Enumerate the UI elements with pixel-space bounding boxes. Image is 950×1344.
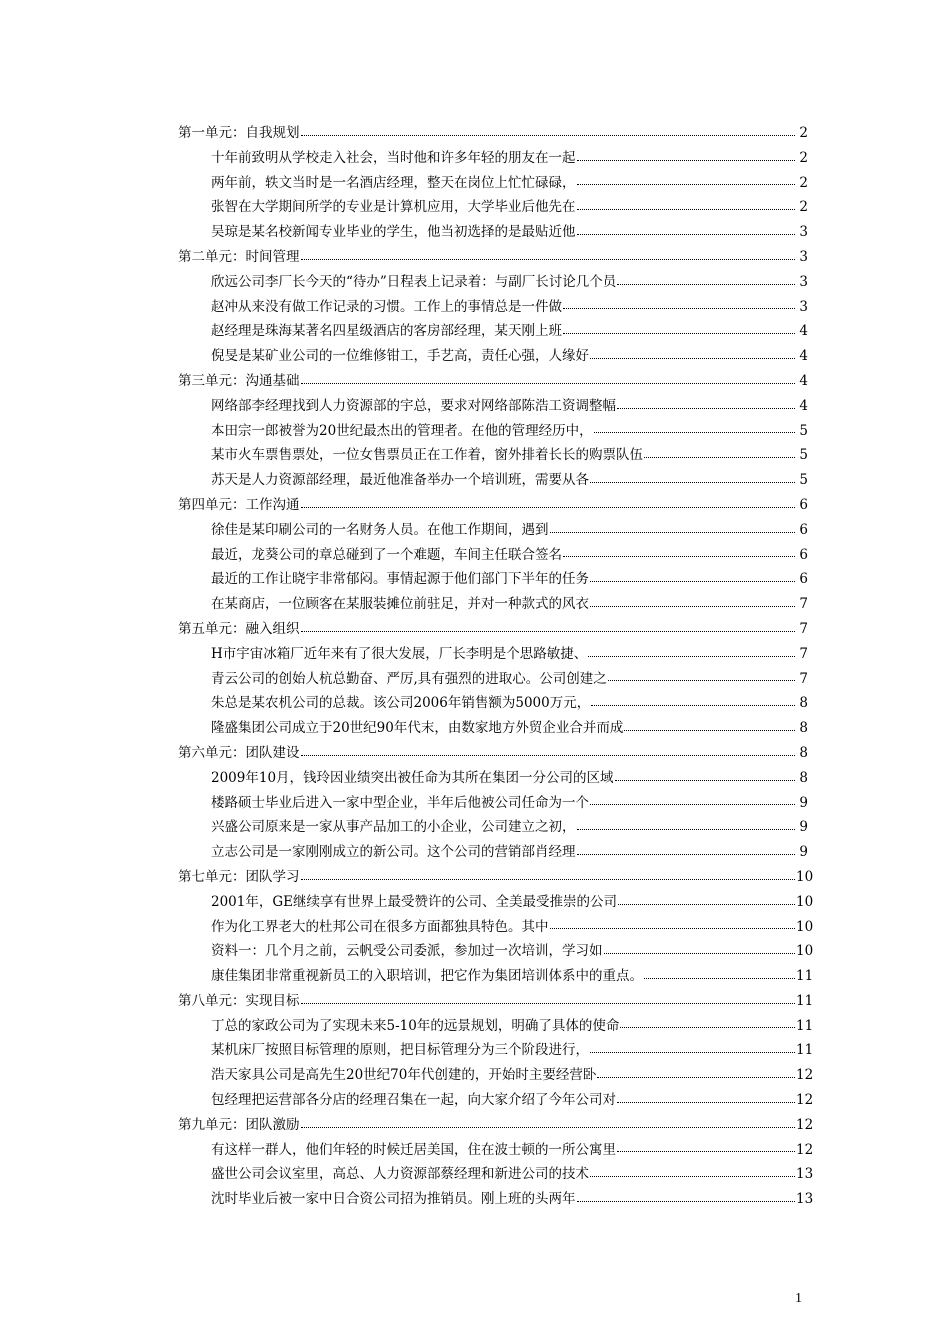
toc-entry-title: 康佳集团非常重视新员工的入职培训，把它作为集团培训体系中的重点。 <box>211 968 643 985</box>
toc-entry-title: 某市火车票售票处，一位女售票员正在工作着，窗外排着长长的购票队伍 <box>211 447 643 464</box>
toc-entry[interactable] <box>178 691 808 716</box>
toc-entry-title: 十年前致明从学校走入社会，当时他和许多年轻的朋友在一起 <box>211 149 576 166</box>
toc-entry[interactable] <box>178 1162 814 1187</box>
dot-leader <box>590 1051 795 1053</box>
toc-page-number: 6 <box>799 521 808 538</box>
toc-page-number: 8 <box>799 720 808 737</box>
toc-entry[interactable] <box>178 964 814 989</box>
toc-entry-title: 青云公司的创始人杭总勤奋、严厉,具有强烈的进取心。公司创建之 <box>211 670 607 687</box>
dot-leader <box>608 679 795 681</box>
toc-page-number: 4 <box>799 348 808 365</box>
toc-page-number: 8 <box>799 769 808 786</box>
toc-page-number: 7 <box>799 670 808 687</box>
toc-page-number: 3 <box>799 224 808 241</box>
toc-entry[interactable] <box>178 939 814 964</box>
toc-entry-title: 作为化工界老大的杜邦公司在很多方面都独具特色。其中 <box>211 918 549 935</box>
toc-unit-heading[interactable] <box>178 865 814 890</box>
toc-entry-title: 在某商店，一位顾客在某服装摊位前驻足，并对一种款式的风衣 <box>211 596 589 613</box>
toc-entry-title: 本田宗一郎被誉为20世纪最杰出的管理者。在他的管理经历中， <box>211 422 593 439</box>
toc-entry[interactable] <box>178 642 808 667</box>
toc-page-number: 3 <box>799 273 808 290</box>
dot-leader <box>301 134 796 136</box>
dot-leader <box>644 977 795 979</box>
dot-leader <box>590 1175 795 1177</box>
toc-entry[interactable] <box>178 716 808 741</box>
toc-entry-title: 第五单元：融入组织 <box>178 620 300 637</box>
toc-unit-heading[interactable] <box>178 369 808 394</box>
dot-leader <box>577 853 796 855</box>
toc-page-number: 9 <box>799 844 808 861</box>
toc-entry-title: 网络部李经理找到人力资源部的宇总，要求对网络部陈浩工资调整幅 <box>211 397 616 414</box>
dot-leader <box>617 1150 795 1152</box>
toc-unit-heading[interactable] <box>178 1113 814 1138</box>
toc-page-number: 11 <box>796 992 814 1009</box>
toc-entry[interactable] <box>178 815 808 840</box>
dot-leader <box>577 233 796 235</box>
toc-page-number: 12 <box>796 1067 814 1084</box>
toc-page-number: 3 <box>799 298 808 315</box>
toc-entry[interactable] <box>178 518 808 543</box>
toc-entry-title: 某机床厂按照目标管理的原则，把目标管理分为三个阶段进行， <box>211 1042 589 1059</box>
dot-leader <box>301 506 796 508</box>
toc-entry[interactable] <box>178 791 808 816</box>
toc-entry[interactable] <box>178 766 808 791</box>
dot-leader <box>597 1076 795 1078</box>
toc-page-number: 11 <box>796 1042 814 1059</box>
toc-entry[interactable] <box>178 543 808 568</box>
dot-leader <box>577 208 796 210</box>
dot-leader <box>301 1002 796 1004</box>
toc-entry[interactable] <box>178 1187 814 1212</box>
dot-leader <box>590 605 795 607</box>
toc-entry-title: 隆盛集团公司成立于20世纪90年代末，由数家地方外贸企业合并而成 <box>211 720 624 737</box>
toc-page-number: 4 <box>799 397 808 414</box>
toc-page-number: 8 <box>799 744 808 761</box>
toc-entry[interactable] <box>178 667 808 692</box>
toc-entry-title: 赵冲从来没有做工作记录的习惯。工作上的事情总是一件做 <box>211 298 562 315</box>
toc-unit-heading[interactable] <box>178 245 808 270</box>
toc-entry-title: 楼路硕士毕业后进入一家中型企业，半年后他被公司任命为一个 <box>211 794 589 811</box>
toc-entry-title: 资料一：几个月之前，云帆受公司委派，参加过一次培训，学习如 <box>211 943 603 960</box>
dot-leader <box>590 580 795 582</box>
toc-page-number: 3 <box>799 248 808 265</box>
dot-leader <box>624 729 795 731</box>
toc-page-number: 11 <box>796 968 814 985</box>
toc-entry-title: 第九单元：团队激励 <box>178 1116 300 1133</box>
toc-page-number: 2 <box>799 174 808 191</box>
toc-entry[interactable] <box>178 840 808 865</box>
dot-leader <box>594 431 795 433</box>
dot-leader <box>301 1126 796 1128</box>
toc-unit-heading[interactable] <box>178 741 808 766</box>
toc-entry-title: 第四单元：工作沟通 <box>178 496 300 513</box>
toc-entry-title: 浩天家具公司是高先生20世纪70年代创建的，开始时主要经营卧 <box>211 1067 597 1084</box>
toc-entry[interactable] <box>178 468 808 493</box>
dot-leader <box>591 704 795 706</box>
toc-entry-title: 倪旻是某矿业公司的一位维修钳工，手艺高，责任心强，人缘好 <box>211 348 589 365</box>
toc-entry-title: 第二单元：时间管理 <box>178 248 300 265</box>
toc-entry[interactable] <box>178 344 808 369</box>
toc-page-number: 5 <box>799 447 808 464</box>
table-of-contents <box>178 121 814 1212</box>
toc-entry[interactable] <box>178 890 814 915</box>
toc-entry[interactable] <box>178 1088 814 1113</box>
toc-entry[interactable] <box>178 1014 814 1039</box>
dot-leader <box>617 283 795 285</box>
toc-page-number: 2 <box>799 125 808 141</box>
toc-entry-title: 朱总是某农机公司的总裁。该公司2006年销售额为5000万元， <box>211 695 591 712</box>
dot-leader <box>577 828 796 830</box>
toc-entry-title: 第八单元：实现目标 <box>178 992 300 1009</box>
dot-leader <box>590 803 795 805</box>
dot-leader <box>577 159 796 161</box>
toc-page-number: 7 <box>799 620 808 637</box>
toc-entry-title: 徐佳是某印刷公司的一名财务人员。在他工作期间，遇到 <box>211 521 549 538</box>
page-number: 1 <box>795 1291 802 1306</box>
toc-page-number: 8 <box>799 695 808 712</box>
toc-entry-title: H市宇宙冰箱厂近年来有了很大发展，厂长李明是个思路敏捷、 <box>211 645 588 662</box>
toc-page-number: 2 <box>799 149 808 166</box>
toc-entry-title: 两年前，轶文当时是一名酒店经理，整天在岗位上忙忙碌碌， <box>211 174 576 191</box>
dot-leader <box>588 655 795 657</box>
toc-entry-title: 第三单元：沟通基础 <box>178 372 300 389</box>
toc-entry-title: 第一单元：自我规划 <box>178 125 300 141</box>
toc-entry[interactable] <box>178 270 808 295</box>
toc-entry-title: 盛世公司会议室里，高总、人力资源部蔡经理和新进公司的技术 <box>211 1166 589 1183</box>
dot-leader <box>604 952 796 954</box>
toc-entry-title: 2001年，GE继续享有世界上最受赞许的公司、全美最受推崇的公司 <box>211 893 617 910</box>
toc-entry-title: 兴盛公司原来是一家从事产品加工的小企业，公司建立之初， <box>211 819 576 836</box>
dot-leader <box>301 258 796 260</box>
toc-page-number: 9 <box>799 819 808 836</box>
toc-entry[interactable] <box>178 220 808 245</box>
toc-entry[interactable] <box>178 295 808 320</box>
toc-entry[interactable] <box>178 915 814 940</box>
toc-page-number: 12 <box>796 1141 814 1158</box>
toc-entry-title: 包经理把运营部各分店的经理召集在一起，向大家介绍了今年公司对 <box>211 1092 616 1109</box>
dot-leader <box>301 878 796 880</box>
toc-entry-title: 赵经理是珠海某著名四星级酒店的客房部经理，某天刚上班 <box>211 323 562 340</box>
toc-entry[interactable] <box>178 443 808 468</box>
dot-leader <box>563 555 795 557</box>
toc-entry-title: 欣远公司李厂长今天的“待办”日程表上记录着：与副厂长讨论几个员 <box>211 273 617 290</box>
dot-leader <box>550 531 796 533</box>
dot-leader <box>617 407 795 409</box>
toc-entry[interactable] <box>178 195 808 220</box>
toc-page-number: 10 <box>796 943 814 960</box>
toc-entry[interactable] <box>178 1038 814 1063</box>
toc-entry-title: 2009年10月，钱玲因业绩突出被任命为其所在集团一分公司的区域 <box>211 769 614 786</box>
toc-unit-heading[interactable] <box>178 121 808 146</box>
dot-leader <box>590 357 795 359</box>
toc-page-number: 5 <box>799 422 808 439</box>
toc-entry-title: 第七单元：团队学习 <box>178 868 300 885</box>
toc-entry-title: 最近，龙葵公司的章总碰到了一个难题，车间主任联合签名 <box>211 546 562 563</box>
toc-page-number: 6 <box>799 496 808 513</box>
dot-leader <box>620 1026 795 1028</box>
toc-page-number: 6 <box>799 571 808 588</box>
dot-leader <box>301 754 796 756</box>
dot-leader <box>590 481 795 483</box>
toc-page-number: 7 <box>799 645 808 662</box>
toc-page-number: 4 <box>799 323 808 340</box>
toc-page-number: 9 <box>799 794 808 811</box>
toc-page-number: 13 <box>796 1166 814 1183</box>
toc-entry-title: 立志公司是一家刚刚成立的新公司。这个公司的营销部肖经理 <box>211 844 576 861</box>
toc-page-number: 10 <box>796 868 814 885</box>
dot-leader <box>577 1200 796 1202</box>
toc-unit-heading[interactable] <box>178 493 808 518</box>
toc-entry[interactable] <box>178 592 808 617</box>
dot-leader <box>577 183 796 185</box>
toc-entry-title: 有这样一群人，他们年轻的时候迁居美国，住在波士顿的一所公寓里 <box>211 1141 616 1158</box>
toc-page-number: 5 <box>799 472 808 489</box>
dot-leader <box>618 903 795 905</box>
toc-page-number: 13 <box>796 1191 814 1208</box>
toc-page-number: 10 <box>796 918 814 935</box>
toc-entry[interactable] <box>178 1063 814 1088</box>
toc-page-number: 10 <box>796 893 814 910</box>
dot-leader <box>563 307 795 309</box>
toc-entry[interactable] <box>178 146 808 171</box>
toc-page-number: 7 <box>799 596 808 613</box>
dot-leader <box>301 382 796 384</box>
toc-page-number: 11 <box>796 1017 814 1034</box>
toc-entry-title: 苏天是人力资源部经理，最近他准备举办一个培训班，需要从各 <box>211 472 589 489</box>
dot-leader <box>617 1101 795 1103</box>
toc-page-number: 12 <box>796 1092 814 1109</box>
toc-unit-heading[interactable] <box>178 989 814 1014</box>
toc-entry-title: 第六单元：团队建设 <box>178 744 300 761</box>
toc-page-number: 6 <box>799 546 808 563</box>
toc-entry[interactable] <box>178 394 808 419</box>
toc-entry[interactable] <box>178 419 808 444</box>
toc-page-number: 2 <box>799 199 808 216</box>
dot-leader <box>563 332 795 334</box>
toc-entry[interactable] <box>178 319 808 344</box>
toc-entry[interactable] <box>178 171 808 196</box>
toc-page-number: 12 <box>796 1116 814 1133</box>
toc-unit-heading[interactable] <box>178 617 808 642</box>
dot-leader <box>550 927 796 929</box>
toc-entry-title: 丁总的家政公司为了实现未来5-10年的远景规划，明确了具体的使命 <box>211 1017 620 1034</box>
toc-page-number: 4 <box>799 372 808 389</box>
toc-entry-title: 最近的工作让晓宇非常郁闷。事情起源于他们部门下半年的任务 <box>211 571 589 588</box>
toc-entry[interactable] <box>178 567 808 592</box>
toc-entry-title: 张智在大学期间所学的专业是计算机应用，大学毕业后他先在 <box>211 199 576 216</box>
toc-entry[interactable] <box>178 1138 814 1163</box>
toc-entry-title: 吴琼是某名校新闻专业毕业的学生，他当初选择的是最贴近他 <box>211 224 576 241</box>
dot-leader <box>644 456 795 458</box>
toc-entry-title: 沈时毕业后被一家中日合资公司招为推销员。刚上班的头两年 <box>211 1191 576 1208</box>
dot-leader <box>615 779 795 781</box>
dot-leader <box>301 630 796 632</box>
